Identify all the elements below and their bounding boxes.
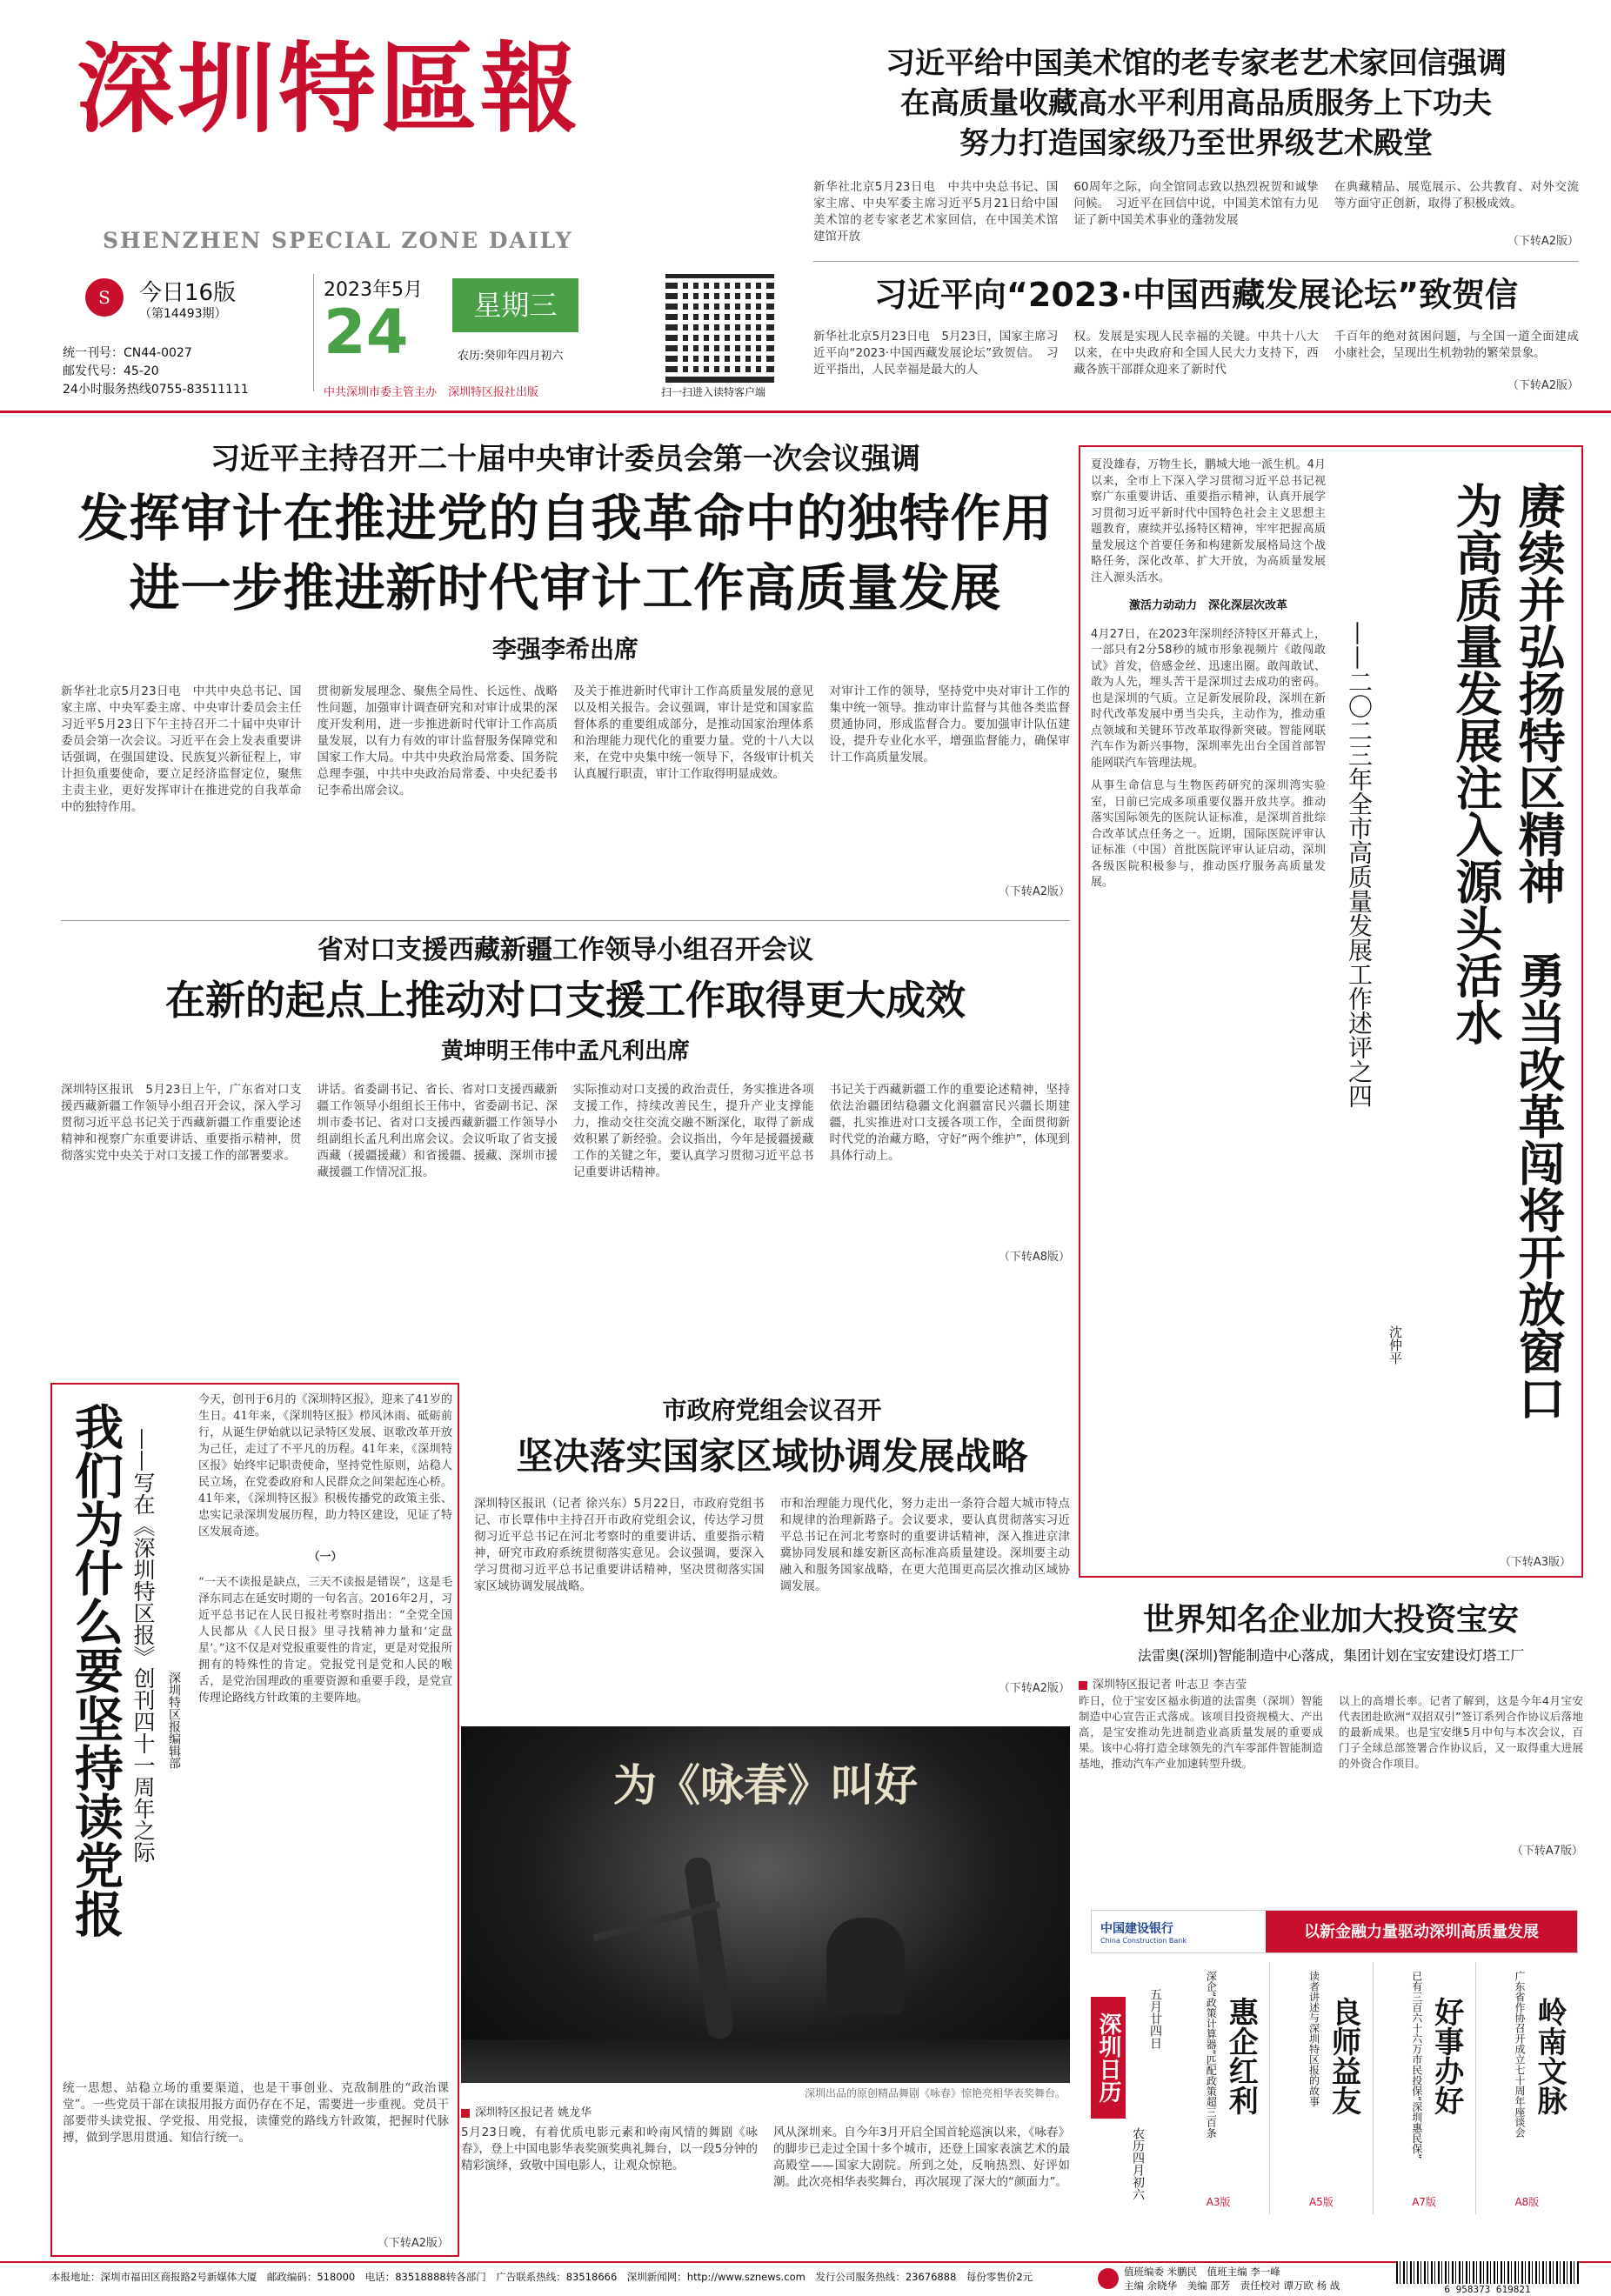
lead-col1: 新华社北京5月23日电 中共中央总书记、国家主席、中央军委主席、中央审计委员会主任习近平5月23日下午主持召开二十届中央审计委员会第一次会议。习近平在会上发表重要讲话强调，在强国建设、民族复兴新征程上，审计担负重要使命，要立足经济监督定位，聚焦主责主业，更好发挥审计在推进党的自我革命中的独特作用。: [61, 684, 302, 814]
calendar-item-4-page: A3版: [1206, 2196, 1231, 2208]
aid-col3: 实际推动对口支援的政治责任，务实推进各项支援工作，持续改善民生，提升产业支撑能力，推动交往交流交融不断深化，取得了新成效积累了新经验。会议指出，今年是援疆援藏工作的关键之年，要认真学习贯彻习近平总书记重要讲话精神。: [573, 1083, 814, 1179]
dancer-left: [684, 1856, 735, 2040]
municipal-headline: 坚决落实国家区域协调发展战略: [516, 1435, 1028, 1478]
masthead-title: 深圳特區報: [77, 32, 581, 146]
dancer-right: [826, 1918, 905, 2013]
commentary-subtitle: ——二〇二三年全市高质量发展工作述评之四: [1345, 621, 1374, 1108]
municipal-col2: 市和治理能力现代化，努力走出一条符合超大城市特点和规律的治理新路子。会议要求，要认真贯彻落实习近平总书记在河北考察时的重要讲话精神，深入推进京津冀协同发展和雄安新区高标准高质量建设。深圳要主动融入和服务国家战略，在更大范围更高层次推动区域协调发展。: [779, 1497, 1070, 1593]
top-story-1[interactable]: [813, 43, 1579, 248]
lead-kicker: 习近平主持召开二十届中央审计委员会第一次会议强调: [211, 442, 920, 477]
commentary-body-3: 从事生命信息与生物医药研究的深圳湾实验室，日前已完成多项重要仪器开放共享。推动落实国际领先的医院认证标准，是深圳首批综合改革试点任务之一。近期，国际医院评审认证标准（中国）首批医院评审认证启动，深圳各级医院积极参与，推动医疗服务高质量发展。: [1091, 779, 1326, 889]
lead-story[interactable]: [61, 435, 1070, 898]
lead-headline-1: 发挥审计在推进党的自我革命中的独特作用: [77, 489, 1053, 548]
calendar-item-1-title: 岭南文脉: [1532, 1997, 1567, 2115]
calendar-item-1-page: A8版: [1514, 2196, 1540, 2208]
lead-col2: 贯彻新发展理念、聚焦全局性、长远性、战略性问题，加强审计调查研究和对审计成果的深度开发利用，进一步推进新时代审计工作高质量发展，以有力有效的审计监督服务保障党和国家工作大局。中共中央政治局常委、国务院总理李强，中共中央政治局常委、中央纪委书记李希出席会议。: [317, 684, 558, 798]
lead-col3: 及关于推进新时代审计工作高质量发展的意见以及相关报告。会议强调，审计是党和国家监督体系的重要组成部分，是推动国家治理体系和治理能力现代化的重要力量。党的十八大以来，在党中央集中统一领导下，各级审计机关认真履行职责，审计工作取得明显成效。: [573, 684, 814, 781]
anniversary-byline: 深圳特区报编辑部: [167, 1672, 181, 1769]
calendar-item-1[interactable]: [1475, 1962, 1578, 2214]
photo-story[interactable]: [461, 2105, 1070, 2246]
cn-number: 统一刊号：CN44-0027: [63, 346, 192, 360]
calendar-date-2: 农历四月初六: [1131, 2127, 1145, 2200]
commentary-more[interactable]: （下转A3版）: [1499, 1556, 1571, 1569]
masthead-subtitle: SHENZHEN SPECIAL ZONE DAILY: [103, 228, 573, 253]
date-day: 24: [324, 297, 409, 368]
barcode: [1396, 2261, 1579, 2296]
masthead-divider: [0, 410, 1611, 413]
top2-col3: 千百年的绝对贫困问题，与全国一道全面建成小康社会，呈现出生机勃勃的繁荣景象。: [1334, 330, 1579, 360]
commentary-subhead: 激活力动动力 深化深层次改革: [1128, 599, 1287, 612]
issue-number: （第14493期）: [139, 307, 227, 321]
aid-col1: 深圳特区报讯 5月23日上午，广东省对口支援西藏新疆工作领导小组召开会议，深入学习贯彻习近平总书记关于西藏新疆工作重要论述精神和视察广东重要讲话、重要指示精神，贯彻落实党中央关于对口支援工作的部署要求。: [61, 1083, 302, 1163]
aid-story[interactable]: [61, 931, 1070, 1264]
footer-address: 本报地址：深圳市福田区商报路2号新媒体大厦 邮政编码：518000 电话：83518888转各部门 广告联系热线：83518666 深圳新闻网：http://www.sznews.com 发行公司服务热线：23676888 每份零售价2元: [50, 2271, 1033, 2283]
lead-headline-2: 进一步推进新时代审计工作高质量发展: [129, 558, 1002, 617]
biz-byline: 深圳特区报记者 叶志卫 李吉莹: [1093, 1679, 1247, 1692]
commentary-box[interactable]: [1079, 445, 1583, 1578]
top2-headline: 习近平向“2023·中国西藏发展论坛”致贺信: [873, 276, 1519, 314]
calendar-item-4-desc: 深企“政策计算器”匹配政策超三百条: [1205, 1971, 1218, 2139]
bank-name-en: China Construction Bank: [1100, 1936, 1187, 1945]
bank-slogan: 以新金融力量驱动深圳高质量发展: [1266, 1911, 1577, 1952]
aid-kicker: 省对口支援西藏新疆工作领导小组召开会议: [318, 935, 813, 965]
commentary-title-2: 为高质量发展注入源头活水: [1448, 482, 1503, 1045]
weekday-badge: [452, 278, 578, 332]
qr-caption: 扫一扫进入读特客户端: [661, 386, 766, 398]
photo-col1: 5月23日晚，有着优质电影元素和岭南风情的舞剧《咏春》，登上中国电影华表奖颁奖典礼舞台，以一段5分钟的精彩演绎，致敬中国电影人，让观众惊艳。: [461, 2126, 758, 2173]
biz-more[interactable]: （下转A7版）: [1511, 1845, 1583, 1858]
lead-col4: 对审计工作的领导，坚持党中央对审计工作的集中统一领导。推动审计监督与其他各类监督贯通协同，形成监督合力。要加强审计队伍建设，提升专业化水平，增强监督能力，确保审计工作高质量发展。: [829, 684, 1070, 764]
calendar-item-2-desc: 已有三百六十六万市民投保“深圳惠民保”: [1410, 1971, 1423, 2159]
sponsor-line: 中共深圳市委主管主办 深圳特区报社出版: [324, 386, 539, 399]
top1-line3: 努力打造国家级乃至世界级艺术殿堂: [959, 126, 1433, 161]
anniversary-title: 我们为什么要坚持读党报: [67, 1402, 124, 1938]
calendar-item-3-title: 良师益友: [1326, 1997, 1361, 2115]
bank-ad[interactable]: [1091, 1910, 1578, 1953]
calendar-item-2[interactable]: [1373, 1962, 1475, 2214]
footer-logo: [1098, 2268, 1119, 2289]
photo-byline: 深圳特区报记者 姚龙华: [475, 2106, 592, 2119]
municipal-more[interactable]: （下转A2版）: [998, 1682, 1070, 1695]
dance-photo[interactable]: [461, 1726, 1070, 2083]
biz-headline: 世界知名企业加大投资宝安: [1142, 1602, 1519, 1638]
footer-editors-2: 主编 余晓华 美编 邵芳 责任校对 谭万欧 杨 战: [1124, 2279, 1340, 2292]
biz-col2: 以上的高增长率。记者了解到，这是今年4月宝安代表团赴欧洲“双招双引”签订系列合作协议后落地的最新成果。也是宝安继5月中旬与本次会议，百门子全球总部签署合作协议后，又一取得重大进展的外资合作项目。: [1339, 1694, 1583, 1770]
calendar-date-1: 五月廿四日: [1148, 1988, 1162, 2049]
biz-story[interactable]: [1079, 1599, 1583, 1858]
anniversary-more[interactable]: （下转A2版）: [377, 2237, 449, 2250]
barcode-bars: [1396, 2261, 1579, 2284]
top1-col3: 在典藏精品、展览展示、公共教育、对外交流等方面守正创新，取得了积极成效。: [1334, 180, 1579, 210]
aid-subhead: 黄坤明王伟中孟凡利出席: [440, 1038, 690, 1065]
anniversary-col1: 今天，创刊于6月的《深圳特区报》，迎来了41岁的生日。41年来，《深圳特区报》栉风沐雨、砥砺前行，从诞生伊始就以记录特区发展、讴歌改革开放为己任，走过了不平凡的历程。41年来，《深圳特区报》始终牢记职责使命，坚持党性原则，站稳人民立场，在党委政府和人民群众之间架起连心桥。41年来，《深圳特区报》积极传播党的政策主张、忠实记录深圳发展历程，助力特区建设，见证了特区发展奇迹。: [198, 1393, 452, 1538]
lead-more[interactable]: （下转A2版）: [998, 885, 1070, 898]
top1-col1: 新华社北京5月23日电 中共中央总书记、国家主席、中央军委主席习近平5月21日给中国美术馆的老专家老艺术家回信，在中国美术馆建馆开放: [813, 180, 1059, 244]
stage-floor: [461, 2039, 1070, 2083]
commentary-body-2: 4月27日，在2023年深圳经济特区开幕式上，一部只有2分58秒的城市形象视频片《敢闯敢试》首发，倍感金丝、迅速出圈。敢闯敢试、敢为人先，埋头苦干是深圳过去成功的密码。也是深圳的气质。立足新发展阶段，深圳在新时代改革发展中勇当尖兵，主动作为，推动重点领域和关键环节改革取得新突破。智能网联汽车作为新兴事物，深圳率先出台全国首部智能网联汽车管理法规。: [1091, 627, 1326, 770]
commentary-body-1: 夏没雄春，万物生长，鹏城大地一派生机。4月以来，全市上下深入学习贯彻习近平总书记视察广东重要讲话、重要指示精神，认真开展学习贯彻习近平新时代中国特色社会主义思想主题教育，赓续并弘扬特区精神，牢牢把握高质量发展这个首要任务和构建新发展格局这个战略任务，深化改革、扩大开放，为高质量发展注入源头活水。: [1091, 458, 1326, 584]
top2-col1: 新华社北京5月23日电 5月23日，国家主席习近平向“2023·中国西藏发展论坛”致贺信。 习近平指出，人民幸福是最大的人: [813, 330, 1059, 377]
anniversary-col2: “一天不读报是缺点，三天不读报是错误”，这是毛泽东同志在延安时期的一句名言。2016年2月，习近平总书记在人民日报社考察时指出：“全党全国人民都从《人民日报》里寻找精神力量和‘定盘星’。”这不仅是对党报重要性的肯定，更是对党报所拥有的特殊性的肯定。党报党刊是党和人民的喉舌，是党治国理政的重要资源和重要手段，是党宣传理论路线方针政策的主要阵地。: [198, 1576, 452, 1705]
municipal-col1: 深圳特区报讯（记者 徐兴东）5月22日，市政府党组书记、市长覃伟中主持召开市政府党组会议，传达学习贯彻习近平总书记在河北考察时的重要讲话、重要指示精神，研究市政府系统贯彻落实意见。会议强调，要深入学习贯彻习近平总书记重要讲话精神，坚决贯彻落实国家区域协调发展战略。: [474, 1497, 765, 1593]
aid-headline: 在新的起点上推动对口支援工作取得更大成效: [165, 977, 966, 1024]
calendar-item-4-title: 惠企红利: [1223, 1997, 1259, 2115]
footer-editors: [1124, 2265, 1340, 2293]
top2-col2: 权。发展是实现人民幸福的关键。中共十八大以来，在中央政府和全国人民大力支持下，西藏各族干部群众迎来了新时代: [1073, 330, 1319, 377]
top-story-2[interactable]: [813, 271, 1579, 392]
municipal-kicker: 市政府党组会议召开: [662, 1396, 882, 1425]
commentary-title-1: 赓续并弘扬特区精神 勇当改革闯将开放窗口: [1511, 482, 1566, 1421]
anniversary-section: （一）: [308, 1551, 343, 1564]
lead-subhead: 李强李希出席: [491, 635, 638, 664]
photo-title: 为《咏春》叫好: [613, 1759, 918, 1811]
hotline: 24小时服务热线0755-83511111: [63, 383, 249, 397]
aid-col4: 书记关于西藏新疆工作的重要论述精神，坚持依法治疆团结稳疆文化润疆富民兴疆长期建疆，扎实推进对口支援各项工作，全面贯彻新时代党的治藏方略，守好“两个维护”，体现到具体行动上。: [829, 1083, 1070, 1163]
lunar-date: 农历:癸卯年四月初六: [458, 350, 564, 363]
weekday-label: 星期三: [473, 289, 558, 322]
postal-code: 邮发代号：45-20: [63, 364, 159, 378]
calendar-item-3-desc: 读者讲述与深圳特区报的故事: [1307, 1971, 1320, 2106]
aid-col2: 讲话。省委副书记、省长、省对口支援西藏新疆工作领导小组组长王伟中，省委副书记、深圳市委书记、省对口支援西藏新疆工作领导小组副组长孟凡利出席会议。会议听取了省支援西藏（援疆援藏）和省援疆、援藏、深圳市援藏援疆工作情况汇报。: [317, 1083, 558, 1179]
barcode-number: 6 958373 619821: [1444, 2284, 1531, 2295]
top1-line2: 在高质量收藏高水平利用高品质服务上下功夫: [900, 86, 1492, 121]
municipal-story[interactable]: [474, 1392, 1070, 1695]
anniversary-bottom: 统一思想、站稳立场的重要渠道，也是干事创业、克敌制胜的“政治课堂”。一些党员干部在读报用报方面仍存在不足，需要进一步重视。党员干部要带头读党报、学党报、用党报，读懂党的路线方针政策，把握时代脉搏，做到学思用贯通、知信行统一。: [63, 2081, 449, 2145]
calendar-item-1-desc: 广东省作协召开成立七十周年座谈会: [1514, 1971, 1526, 2138]
biz-subhead: 法雷奥(深圳)智能制造中心落成，集团计划在宝安建设灯塔工厂: [1137, 1647, 1525, 1664]
photo-caption: 深圳出品的原创精品舞剧《咏春》惊艳亮相华表奖舞台。: [804, 2087, 1066, 2099]
registration-info: [63, 344, 249, 399]
top1-line1: 习近平给中国美术馆的老专家老艺术家回信强调: [886, 46, 1507, 81]
newspaper-logo: S: [85, 278, 124, 317]
shenzhen-calendar[interactable]: [1091, 1962, 1578, 2223]
calendar-item-4[interactable]: [1167, 1962, 1269, 2214]
qr-pattern: [665, 274, 774, 383]
top2-more[interactable]: （下转A2版）: [1507, 379, 1579, 392]
calendar-item-2-page: A7版: [1412, 2196, 1437, 2208]
commentary-author: 沈仲平: [1387, 1325, 1403, 1365]
calendar-item-3-page: A5版: [1308, 2196, 1334, 2208]
top1-more[interactable]: （下转A2版）: [1507, 235, 1579, 248]
date-year-month: 2023年5月: [324, 279, 423, 301]
calendar-item-3[interactable]: [1269, 1962, 1372, 2214]
edition-count: 今日16版: [139, 280, 237, 306]
calendar-item-2-title: 好事办好: [1428, 1997, 1464, 2115]
calendar-badge: 深圳日历: [1091, 1997, 1126, 2119]
aid-more[interactable]: （下转A8版）: [998, 1251, 1070, 1264]
anniversary-subtitle: ——写在《深圳特区报》创刊四十一周年之际: [130, 1428, 156, 1863]
bank-name: 中国建设银行: [1100, 1921, 1173, 1936]
footer-editors-1: 值班编委 米鹏民 值班主编 李一峰: [1124, 2266, 1280, 2278]
anniversary-box[interactable]: [50, 1383, 459, 2257]
biz-col1: 昨日，位于宝安区福永街道的法雷奥（深圳）智能制造中心宣告正式落成。该项目投资规模大、产出高，是宝安推动先进制造业高质量发展的重要成果。该中心将打造全球领先的汽车零部件智能制造基地，推动汽车产业加速转型升级。: [1079, 1694, 1323, 1770]
top1-col2: 60周年之际，向全馆同志致以热烈祝贺和诚挚问候。 习近平在回信中说，中国美术馆有力见证了新中国美术事业的蓬勃发展: [1073, 180, 1319, 227]
photo-col2: 风从深圳来。自今年3月开启全国首轮巡演以来，《咏春》的脚步已走过全国十多个城市，还登上国家表演艺术的最高殿堂——国家大剧院。所到之处，反响热烈、好评如潮。此次亮相华表奖舞台，再次展现了深大的“颜面力”。: [773, 2126, 1070, 2189]
